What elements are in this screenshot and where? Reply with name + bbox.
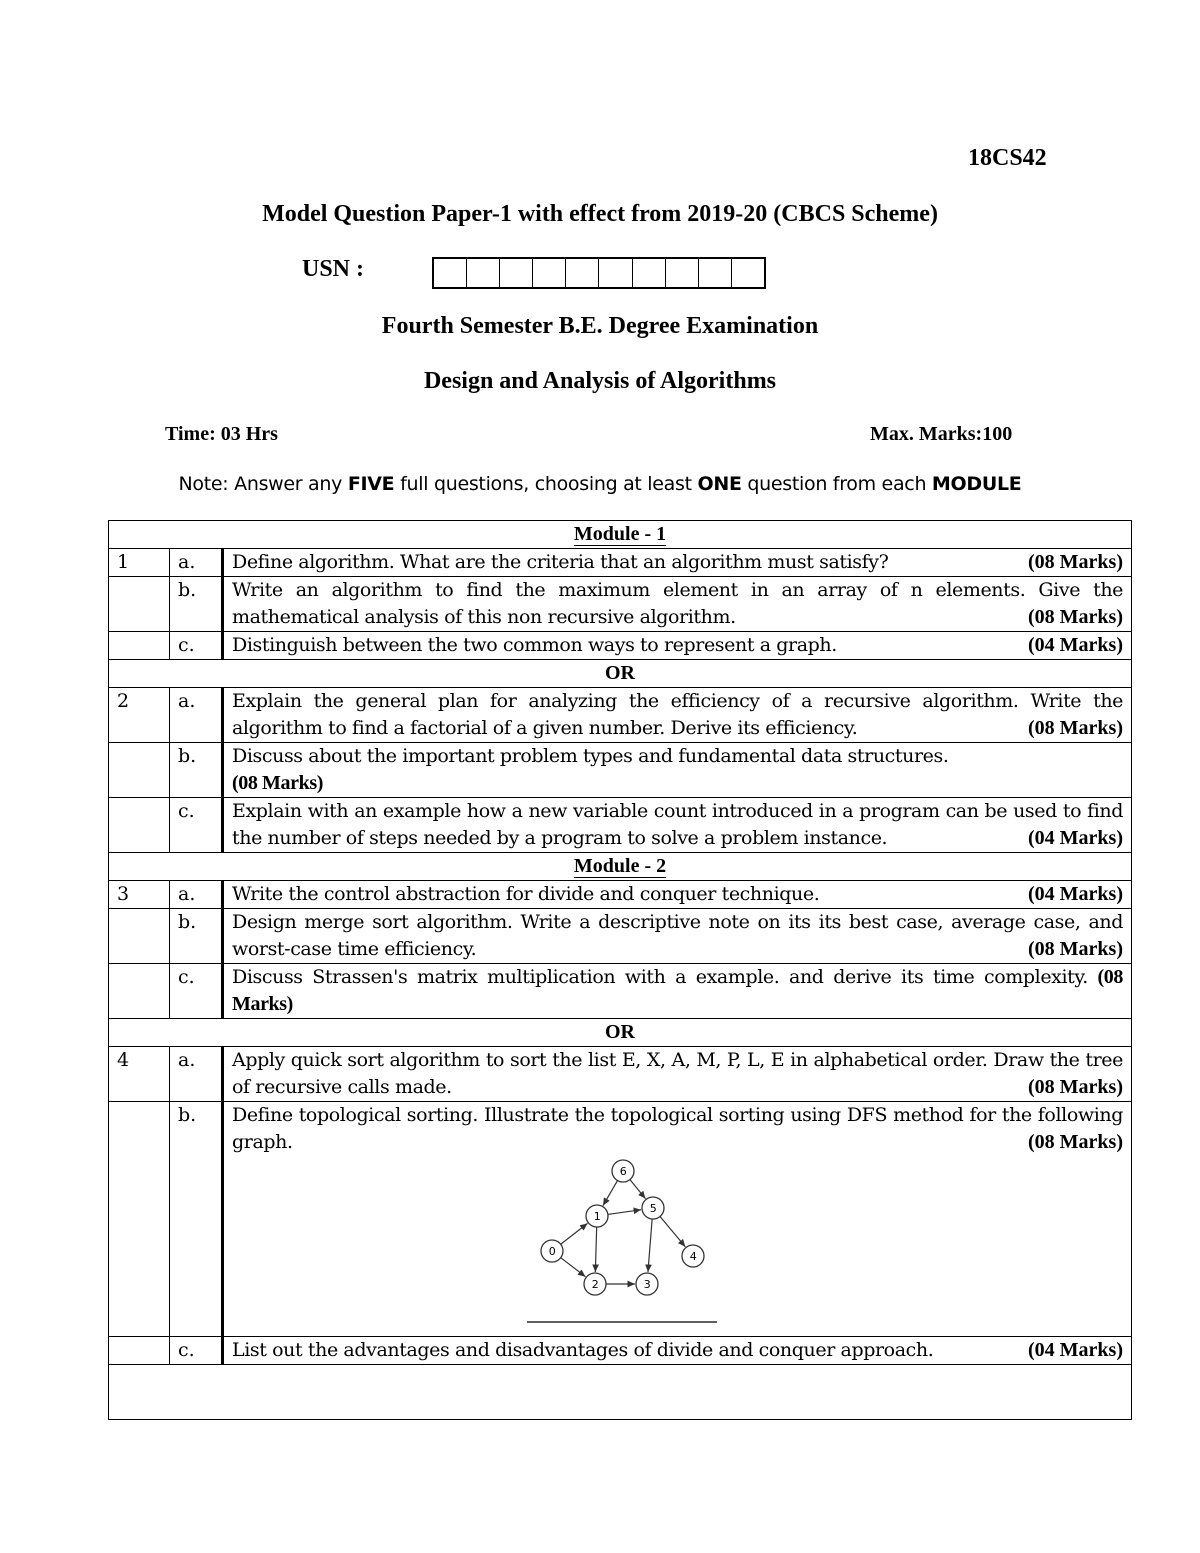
- question-text: Design merge sort algorithm. Write a descriptive note on its its best case, average case, and worst-case time efficiency. (08 Marks): [223, 909, 1132, 964]
- table-row: [109, 1337, 1132, 1365]
- table-row: [109, 632, 1132, 660]
- svg-text:4: 4: [689, 1250, 697, 1263]
- sub-label: b.: [170, 909, 223, 964]
- graph-node-5: [642, 1197, 664, 1219]
- question-text: (04 Marks) Distinguish between the two common ways to represent a graph.: [223, 632, 1132, 660]
- question-number: 3: [109, 881, 170, 909]
- subject-title: Design and Analysis of Algorithms: [423, 368, 777, 394]
- usn-box[interactable]: [699, 259, 732, 287]
- table-row: [109, 1047, 1132, 1102]
- table-row: [109, 743, 1132, 798]
- module-header-row: [109, 853, 1132, 881]
- question-text: Write an algorithm to find the maximum element in an array of n elements. Give the mathematical analysis of this non recursive algorithm. (08 Marks): [223, 577, 1132, 632]
- module-2-title: Module - 2: [573, 855, 667, 877]
- usn-box[interactable]: [533, 259, 566, 287]
- usn-input-boxes[interactable]: [432, 257, 766, 289]
- or-row: [109, 660, 1132, 688]
- module-1-title: Module - 1: [573, 523, 667, 545]
- sub-label: b.: [170, 577, 223, 632]
- graph-edge-0-1: [561, 1223, 588, 1244]
- question-text: Explain with an example how a new variable count introduced in a program can be used to find the number of steps needed by a program to solve a problem instance. (04 Marks): [223, 798, 1132, 853]
- question-text: Apply quick sort algorithm to sort the list E, X, A, M, P, L, E in alphabetical order. Draw the tree of recursive calls made. (08 Marks): [223, 1047, 1132, 1102]
- usn-box[interactable]: [666, 259, 699, 287]
- sub-label: b.: [170, 1102, 223, 1337]
- empty-row: [109, 1365, 1132, 1420]
- svg-text:3: 3: [643, 1278, 651, 1291]
- svg-text:1: 1: [593, 1210, 601, 1223]
- sub-label: b.: [170, 743, 223, 798]
- graph-edge-5-3: [648, 1219, 652, 1272]
- question-text: Explain the general plan for analyzing the efficiency of a recursive algorithm. Write the algorithm to find a factorial of a given number. Derive its efficiency. (08 Marks): [223, 688, 1132, 743]
- svg-text:6: 6: [619, 1165, 627, 1178]
- usn-box[interactable]: [566, 259, 599, 287]
- usn-label: USN :: [302, 256, 365, 282]
- question-number: 2: [109, 688, 170, 743]
- sub-label: c.: [170, 798, 223, 853]
- dag-graph: [527, 1156, 717, 1328]
- usn-box[interactable]: [467, 259, 500, 287]
- question-number: 4: [109, 1047, 170, 1102]
- usn-box[interactable]: [434, 259, 467, 287]
- graph-edge-1-5: [608, 1210, 641, 1215]
- question-number: 1: [109, 549, 170, 577]
- graph-node-2: [584, 1273, 606, 1295]
- question-text: (04 Marks) List out the advantages and disadvantages of divide and conquer approach.: [223, 1337, 1132, 1365]
- max-marks: Max. Marks:100: [870, 423, 1013, 445]
- course-code: 18CS42: [968, 145, 1047, 171]
- question-text: (04 Marks) Write the control abstraction for divide and conquer technique.: [223, 881, 1132, 909]
- usn-box[interactable]: [599, 259, 632, 287]
- table-row: [109, 577, 1132, 632]
- exam-duration: Time: 03 Hrs: [165, 423, 278, 445]
- question-text: Define topological sorting. Illustrate the topological sorting using DFS method for the following graph. (08 Marks) 0 1 2 3 4 5 6: [223, 1102, 1132, 1337]
- graph-edge-1-2: [595, 1227, 596, 1272]
- table-row: [109, 798, 1132, 853]
- graph-edge-6-5: [630, 1180, 646, 1199]
- graph-node-1: [586, 1205, 608, 1227]
- svg-text:2: 2: [591, 1278, 599, 1291]
- table-row: [109, 964, 1132, 1019]
- or-label: OR: [109, 660, 1132, 688]
- module-header-row: [109, 521, 1132, 549]
- graph-node-0: [541, 1240, 563, 1262]
- exam-title: Fourth Semester B.E. Degree Examination: [381, 313, 819, 339]
- table-row: [109, 881, 1132, 909]
- sub-label: a.: [170, 688, 223, 743]
- paper-title: Model Question Paper-1 with effect from 2019-20 (CBCS Scheme): [262, 201, 938, 227]
- usn-box[interactable]: [732, 259, 764, 287]
- table-row: [109, 688, 1132, 743]
- table-row: [109, 909, 1132, 964]
- sub-label: c.: [170, 964, 223, 1019]
- graph-edge-5-4: [660, 1216, 685, 1246]
- graph-node-4: [682, 1245, 704, 1267]
- usn-box[interactable]: [633, 259, 666, 287]
- sub-label: a.: [170, 549, 223, 577]
- svg-text:0: 0: [548, 1245, 556, 1258]
- or-label: OR: [109, 1019, 1132, 1047]
- graph-node-6: [612, 1160, 634, 1182]
- graph-edge-6-1: [603, 1181, 617, 1206]
- graph-node-3: [636, 1273, 658, 1295]
- table-row: [109, 549, 1132, 577]
- svg-text:5: 5: [649, 1202, 657, 1215]
- question-text: Discuss Strassen's matrix multiplication with a example. and derive its time complexity. (08 Marks): [223, 964, 1132, 1019]
- instruction-note: Note: Answer any FIVE full questions, choosing at least ONE question from each MODULE: [178, 473, 1022, 495]
- sub-label: c.: [170, 632, 223, 660]
- question-table: [108, 520, 1132, 1420]
- or-row: [109, 1019, 1132, 1047]
- graph-edge-0-2: [561, 1258, 586, 1277]
- sub-label: c.: [170, 1337, 223, 1365]
- sub-label: a.: [170, 881, 223, 909]
- table-row: [109, 1102, 1132, 1337]
- question-text: Discuss about the important problem types and fundamental data structures. (08 Marks): [223, 743, 1132, 798]
- usn-box[interactable]: [500, 259, 533, 287]
- dag-figure: [232, 1156, 1123, 1336]
- question-text: (08 Marks) Define algorithm. What are the criteria that an algorithm must satisfy?: [223, 549, 1132, 577]
- sub-label: a.: [170, 1047, 223, 1102]
